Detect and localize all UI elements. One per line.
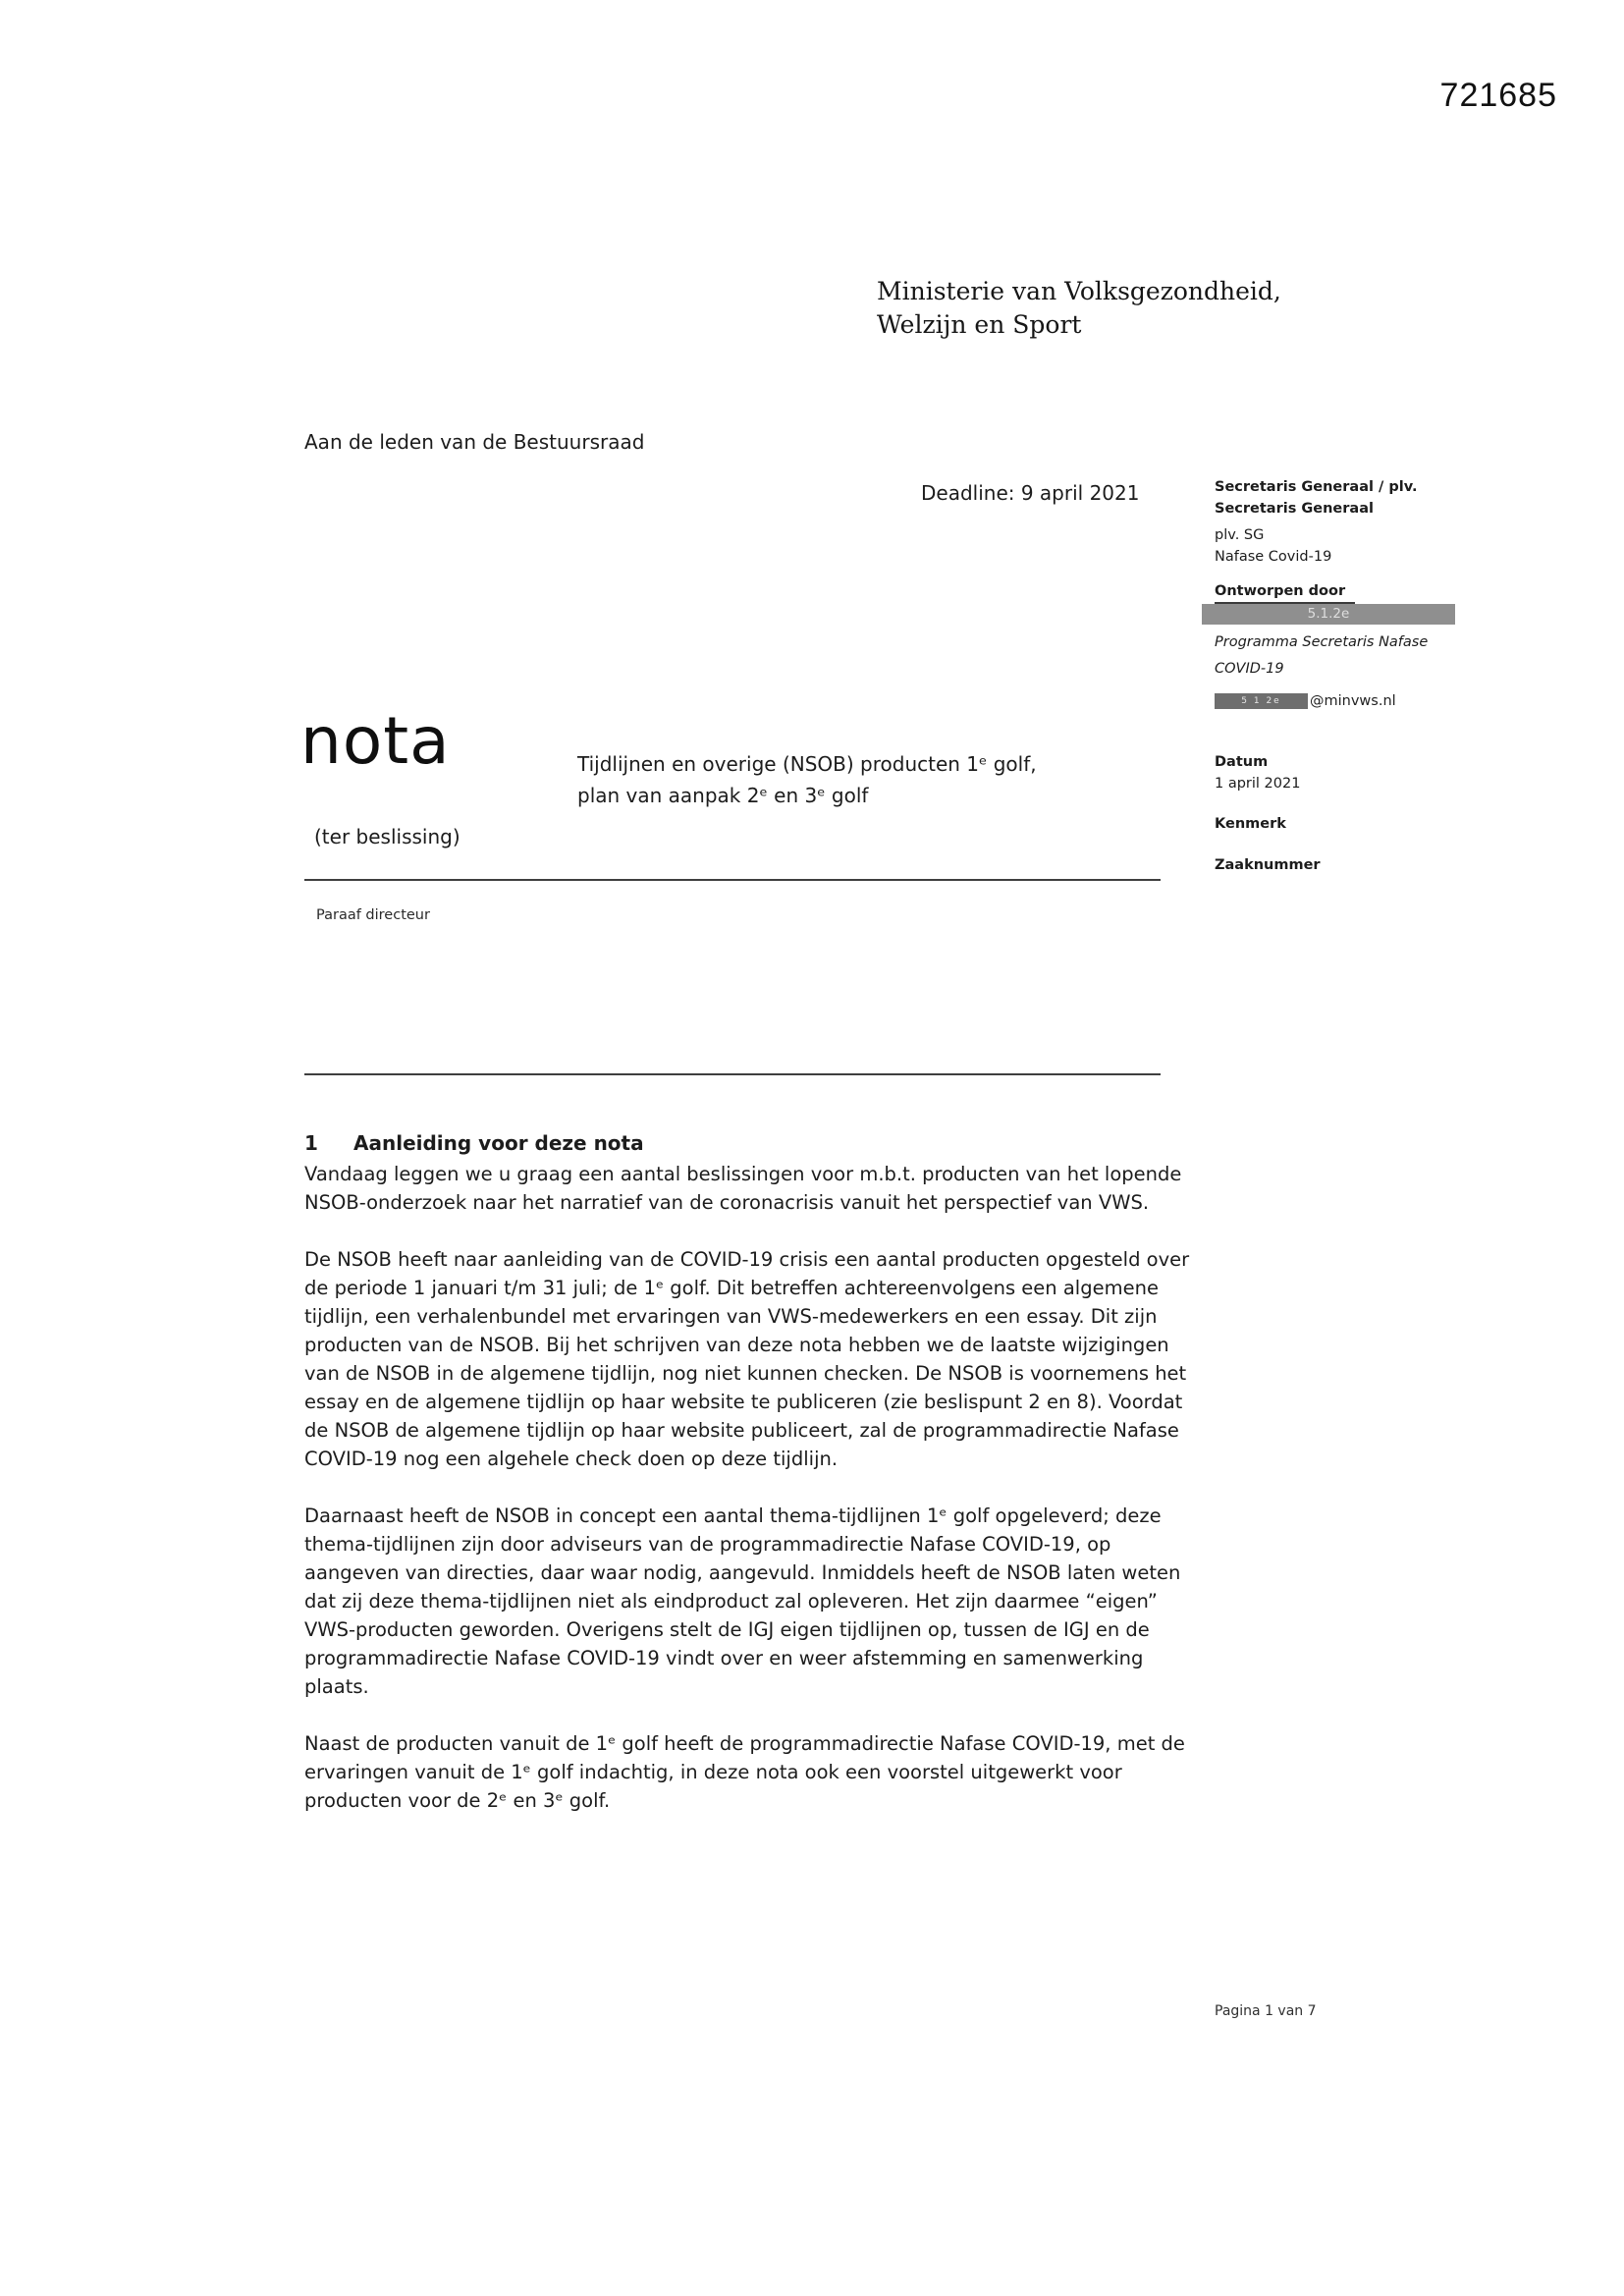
body-paragraph: Daarnaast heeft de NSOB in concept een aantal thema-tijdlijnen 1ᵉ golf opgeleverd; deze thema-tijdlijnen zijn door adviseurs van de programmadirectie Nafase COVID-19, op aangeven van directies, daar waar nodig, aangevuld. Inmiddels heeft de NSOB laten weten dat zij deze thema-tijdlijnen niet als eindproduct zal opleveren. Het zijn daarmee “eigen” VWS-producten geworden. Overigens stelt de IGJ eigen tijdlijnen op, tussen de IGJ en de programmadirectie Nafase COVID-19 vindt over en weer afstemming en samenwerking plaats. [304, 1504, 1181, 1698]
ministry-line2: Welzijn en Sport [877, 310, 1082, 339]
org-unit-line1: plv. SG [1215, 527, 1265, 543]
org-name-line1: Secretaris Generaal / plv. [1215, 479, 1418, 495]
date-label: Datum [1215, 754, 1269, 770]
decision-type: (ter beslissing) [314, 825, 460, 848]
subject-line1: Tijdlijnen en overige (NSOB) producten 1ᵉ golf, [577, 752, 1037, 776]
body-paragraph: De NSOB heeft naar aanleiding van de COVID-19 crisis een aantal producten opgesteld over de periode 1 januari t/m 31 juli; de 1ᵉ golf. Dit betreffen achtereenvolgens een algemene tijdlijn, een verhalenbundel met ervaringen van VWS-medewerkers en een essay. Dit zijn producten van de NSOB. Bij het schrijven van deze nota hebben we de laatste wijzigingen van de NSOB in de algemene tijdlijn, nog niet kunnen checken. De NSOB is voornemens het essay en de algemene tijdlijn op haar website te publiceren (zie beslispunt 2 en 8). Voordat de NSOB de algemene tijdlijn op haar website publiceert, zal de programmadirectie Nafase COVID-19 nog een algehele check doen op deze tijdlijn. [304, 1248, 1190, 1470]
org-name-line2: Secretaris Generaal [1215, 501, 1374, 517]
redaction-bar-small: 5 1 2e [1215, 693, 1308, 709]
date-value: 1 april 2021 [1215, 776, 1301, 792]
program-line1: Programma Secretaris Nafase [1215, 634, 1429, 650]
section-title: Aanleiding voor deze nota [353, 1131, 644, 1155]
section-number: 1 [304, 1131, 318, 1155]
document-body [304, 1129, 1200, 1843]
designed-by-label: Ontworpen door [1215, 580, 1355, 604]
recipient-line: Aan de leden van de Bestuursraad [304, 430, 645, 454]
nota-title: nota [300, 703, 451, 779]
body-paragraph: Naast de producten vanuit de 1ᵉ golf heeft de programmadirectie Nafase COVID-19, met de ervaringen vanuit de 1ᵉ golf indachtig, in deze nota ook een voorstel uitgewerkt voor producten voor de 2ᵉ en 3ᵉ golf. [304, 1732, 1185, 1812]
divider-line-top [304, 879, 1161, 881]
ministry-line1: Ministerie van Volksgezondheid, [877, 277, 1281, 305]
deadline-text: Deadline: 9 april 2021 [921, 481, 1140, 505]
ministry-wordmark [877, 275, 1281, 342]
kenmerk-label: Kenmerk [1215, 816, 1286, 832]
org-unit-line2: Nafase Covid-19 [1215, 549, 1332, 565]
document-number: 721685 [1439, 77, 1557, 114]
nota-subject [577, 748, 1037, 811]
email-row [1215, 690, 1489, 712]
email-suffix: @minvws.nl [1310, 693, 1396, 709]
divider-line-bottom [304, 1073, 1161, 1075]
subject-line2: plan van aanpak 2ᵉ en 3ᵉ golf [577, 784, 869, 807]
zaaknummer-label: Zaaknummer [1215, 857, 1321, 873]
body-paragraph: Vandaag leggen we u graag een aantal beslissingen voor m.b.t. producten van het lopende NSOB-onderzoek naar het narratief van de coronacrisis vanuit het perspectief van VWS. [304, 1163, 1182, 1214]
page-number: Pagina 1 van 7 [1215, 2003, 1317, 2019]
program-line2: COVID-19 [1215, 661, 1284, 677]
section-heading [304, 1129, 1200, 1158]
metadata-sidebar [1215, 476, 1489, 876]
paraaf-label: Paraaf directeur [316, 907, 430, 923]
redaction-bar: 5.1.2e [1202, 604, 1455, 625]
